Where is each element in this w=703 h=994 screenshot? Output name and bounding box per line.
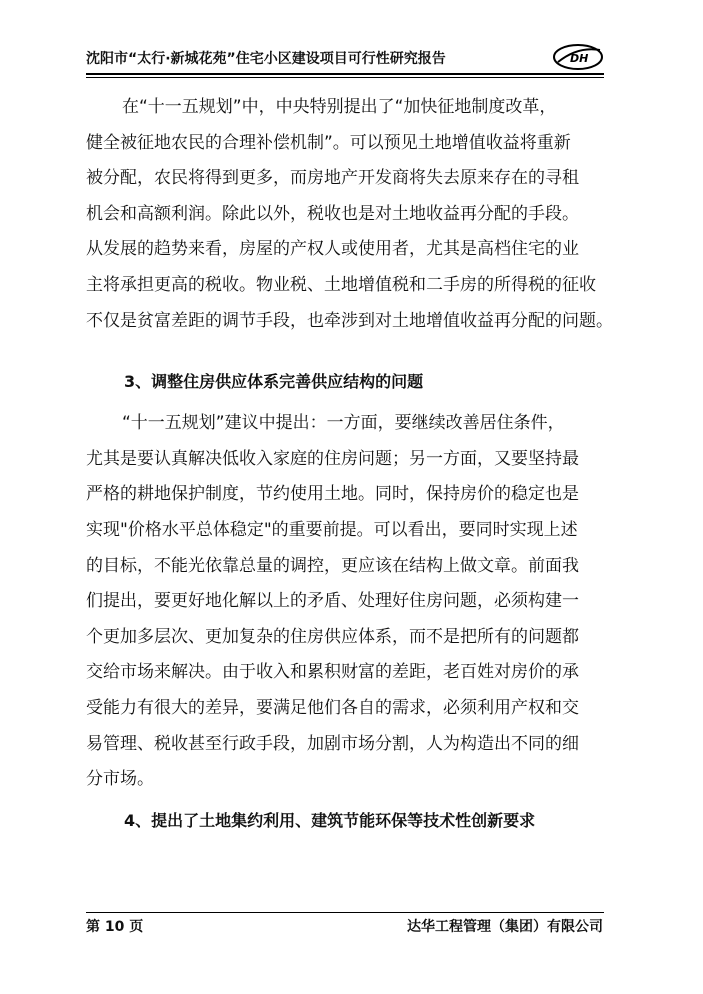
section-heading-3: 3、调整住房供应体系完善供应结构的问题 <box>124 372 424 392</box>
footer-rule <box>86 912 604 913</box>
page-number: 第 10 页 <box>86 919 144 935</box>
text-line: 不仅是贫富差距的调节手段，也牵涉到对土地增值收益再分配的问题。 <box>86 310 613 331</box>
company-logo <box>552 42 604 72</box>
text-line: 交给市场来解决。由于收入和累积财富的差距，老百姓对房价的承 <box>86 662 579 683</box>
paragraph-2 <box>86 406 606 798</box>
text-line: “十一五规划”建议中提出：一方面，要继续改善居住条件， <box>122 413 565 434</box>
header-rule <box>86 73 604 75</box>
text-line: 主将承担更高的税收。物业税、土地增值税和二手房的所得税的征收 <box>86 274 596 295</box>
text-line: 实现"价格水平总体稳定"的重要前提。可以看出，要同时实现上述 <box>86 519 578 540</box>
text-line: 机会和高额利润。除此以外，税收也是对土地收益再分配的手段。 <box>86 203 579 224</box>
text-line: 在“十一五规划”中，中央特别提出了“加快征地制度改革， <box>122 97 557 117</box>
page-header <box>86 42 604 72</box>
text-line: 们提出，要更好地化解以上的矛盾、处理好住房问题，必须构建一 <box>86 591 579 612</box>
text-line: 受能力有很大的差异，要满足他们各自的需求，必须利用产权和交 <box>86 697 579 718</box>
paragraph-1 <box>86 90 613 339</box>
text-line: 分市场。 <box>86 769 154 790</box>
text-line: 个更加多层次、更加复杂的住房供应体系，而不是把所有的问题都 <box>86 626 579 647</box>
report-title: 沈阳市“太行·新城花苑”住宅小区建设项目可行性研究报告 <box>86 51 446 67</box>
section-heading-4: 4、提出了土地集约利用、建筑节能环保等技术性创新要求 <box>124 810 536 830</box>
text-line: 健全被征地农民的合理补偿机制”。可以预见土地增值收益将重新 <box>86 132 571 153</box>
text-line: 从发展的趋势来看，房屋的产权人或使用者，尤其是高档住宅的业 <box>86 239 579 260</box>
text-line: 尤其是要认真解决低收入家庭的住房问题；另一方面，又要坚持最 <box>86 448 579 469</box>
logo-text: DH <box>570 52 589 65</box>
text-line: 被分配，农民将得到更多，而房地产开发商将失去原来存在的寻租 <box>86 168 579 189</box>
text-line: 易管理、税收甚至行政手段，加剧市场分割，人为构造出不同的细 <box>86 733 579 754</box>
text-line: 严格的耕地保护制度，节约使用土地。同时，保持房价的稳定也是 <box>86 484 579 505</box>
text-line: 的目标，不能光依靠总量的调控，更应该在结构上做文章。前面我 <box>86 555 579 576</box>
header-rule-thin <box>86 77 604 78</box>
document-body <box>86 90 613 831</box>
company-name: 达华工程管理（集团）有限公司 <box>407 919 603 935</box>
